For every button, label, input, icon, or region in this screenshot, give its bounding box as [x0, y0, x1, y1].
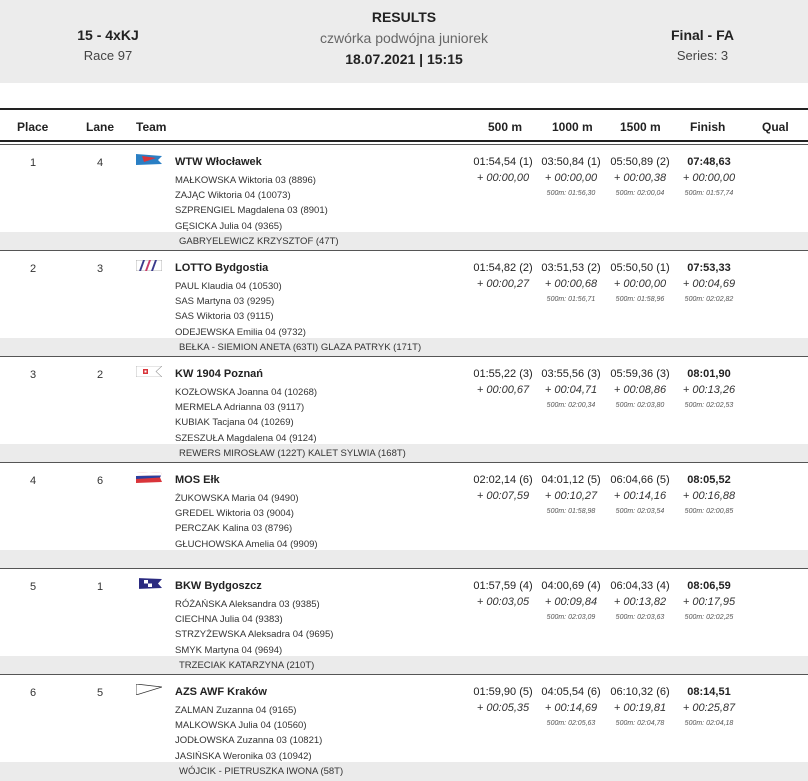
- kw-flag-icon: [136, 364, 162, 375]
- row-divider: [0, 568, 808, 569]
- results-header: [0, 0, 808, 83]
- place: 1: [29, 157, 37, 169]
- split-pace: 500m: 02:00,34: [546, 402, 596, 409]
- coach-bar: [0, 232, 808, 251]
- rower-name: GŁUCHOWSKA Amelia 04 (9909): [175, 538, 318, 550]
- row-divider: [0, 356, 808, 357]
- split-time: 01:59,90 (5): [473, 686, 533, 698]
- coach-name: GABRYELEWICZ KRZYSZTOF (47T): [179, 236, 339, 247]
- split-diff: + 00:14,69: [544, 702, 598, 714]
- split-time: 01:54,82 (2): [473, 262, 533, 274]
- place: 6: [29, 687, 37, 699]
- rower-name: MERMELA Adrianna 03 (9117): [175, 402, 305, 414]
- event-info: [28, 26, 188, 65]
- split-pace: 500m: 02:03,09: [546, 614, 596, 621]
- lane: 1: [96, 581, 104, 593]
- split-pace: 500m: 02:04,78: [615, 720, 665, 727]
- split-time: 05:59,36 (3): [610, 368, 670, 380]
- col-1000m: 1000 m: [552, 120, 593, 134]
- split-pace: 500m: 02:02,25: [684, 614, 734, 621]
- split-diff: + 00:00,00: [544, 172, 598, 184]
- coach-bar: [0, 338, 808, 357]
- split-diff: + 00:25,87: [682, 702, 736, 714]
- rower-name: JASIŃSKA Weronika 03 (10942): [175, 750, 312, 762]
- lane: 2: [96, 369, 104, 381]
- lane: 4: [96, 157, 104, 169]
- split-pace: 500m: 01:58,96: [615, 296, 665, 303]
- split-diff: + 00:10,27: [544, 490, 598, 502]
- split-pace: 500m: 02:03,63: [615, 614, 665, 621]
- place: 2: [29, 263, 37, 275]
- rower-name: KUBIAK Tacjana 04 (10269): [175, 417, 294, 429]
- table-row: [0, 674, 808, 780]
- bkw-flag-icon: [136, 576, 162, 587]
- col-place: Place: [17, 120, 49, 134]
- split-time: 04:05,54 (6): [541, 686, 601, 698]
- split-time: 04:01,12 (5): [541, 474, 601, 486]
- split-pace: 500m: 02:02,82: [684, 296, 734, 303]
- rower-name: SMYK Martyna 04 (9694): [175, 644, 283, 656]
- split-diff: + 00:00,00: [613, 278, 667, 290]
- wtw-flag-icon: [136, 152, 162, 163]
- race-phase: Final - FA: [671, 27, 734, 43]
- split-pace: 500m: 01:56,30: [546, 190, 596, 197]
- mos-flag-icon: [136, 470, 162, 481]
- rower-name: CIECHNA Julia 04 (9383): [175, 614, 283, 626]
- split-time: 07:53,33: [687, 262, 731, 274]
- split-time: 03:51,53 (2): [541, 262, 601, 274]
- rower-list: [175, 385, 317, 446]
- boat-class: czwórka podwójna juniorek: [319, 30, 489, 46]
- lane: 3: [96, 263, 104, 275]
- split-diff: + 00:17,95: [682, 596, 736, 608]
- rower-list: [175, 703, 322, 764]
- split-diff: + 00:00,00: [476, 172, 530, 184]
- split-diff: + 00:09,84: [544, 596, 598, 608]
- split-time: 06:04,33 (4): [610, 580, 670, 592]
- split-diff: + 00:16,88: [682, 490, 736, 502]
- lane: 6: [96, 475, 104, 487]
- rower-name: SZPRENGIEL Magdalena 03 (8901): [175, 205, 328, 217]
- split-pace: 500m: 02:03,54: [615, 508, 665, 515]
- coach-name: BEŁKA - SIEMION ANETA (63TI) GLAZA PATRYK (171T): [179, 342, 422, 353]
- rower-list: [175, 597, 333, 658]
- club-name: KW 1904 Poznań: [175, 368, 264, 380]
- table-row: [0, 356, 808, 462]
- split-diff: + 00:04,71: [544, 384, 598, 396]
- coach-bar: [0, 762, 808, 781]
- split-diff: + 00:14,16: [613, 490, 667, 502]
- split-diff: + 00:00,68: [544, 278, 598, 290]
- split-time: 06:04,66 (5): [610, 474, 670, 486]
- rower-list: [175, 279, 306, 340]
- club-name: AZS AWF Kraków: [175, 686, 267, 698]
- rower-name: ZALMAN Zuzanna 04 (9165): [175, 705, 297, 716]
- split-time: 08:06,59: [687, 580, 731, 592]
- table-row: [0, 568, 808, 674]
- split-time: 01:55,22 (3): [473, 368, 533, 380]
- split-pace: 500m: 02:05,63: [546, 720, 596, 727]
- split-time: 05:50,89 (2): [610, 156, 670, 168]
- split-time: 07:48,63: [687, 156, 731, 168]
- page-title: RESULTS: [371, 9, 437, 25]
- race-datetime: 18.07.2021 | 15:15: [345, 51, 463, 67]
- results-title-block: [254, 8, 554, 68]
- split-time: 01:57,59 (4): [473, 580, 533, 592]
- race-series: Series: 3: [676, 48, 729, 63]
- place: 3: [29, 369, 37, 381]
- race-number: Race 97: [83, 48, 133, 63]
- split-diff: + 00:04,69: [682, 278, 736, 290]
- split-pace: 500m: 01:57,74: [684, 190, 734, 197]
- row-divider: [0, 674, 808, 675]
- split-time: 02:02,14 (6): [473, 474, 533, 486]
- coach-name: REWERS MIROSŁAW (122T) KALET SYLWIA (168T): [179, 448, 406, 459]
- table-row: [0, 250, 808, 356]
- rower-name: MAŁKOWSKA Wiktoria 03 (8896): [175, 175, 316, 186]
- split-time: 03:50,84 (1): [541, 156, 601, 168]
- split-pace: 500m: 02:04,18: [684, 720, 734, 727]
- rower-name: RÓŻAŃSKA Aleksandra 03 (9385): [175, 599, 320, 610]
- split-time: 04:00,69 (4): [541, 580, 601, 592]
- split-pace: 500m: 01:56,71: [546, 296, 596, 303]
- split-diff: + 00:13,82: [613, 596, 667, 608]
- split-time: 08:01,90: [687, 368, 731, 380]
- split-time: 08:14,51: [687, 686, 731, 698]
- azs-flag-icon: [136, 682, 162, 693]
- col-lane: Lane: [86, 120, 115, 134]
- lane: 5: [96, 687, 104, 699]
- row-divider: [0, 250, 808, 251]
- split-time: 01:54,54 (1): [473, 156, 533, 168]
- split-time: 06:10,32 (6): [610, 686, 670, 698]
- split-pace: 500m: 02:02,53: [684, 402, 734, 409]
- event-code: 15 - 4xKJ: [77, 27, 139, 43]
- split-time: 05:50,50 (1): [610, 262, 670, 274]
- rower-name: SAS Martyna 03 (9295): [175, 296, 275, 308]
- split-diff: + 00:13,26: [682, 384, 736, 396]
- split-diff: + 00:19,81: [613, 702, 667, 714]
- rower-name: SZESZUŁA Magdalena 04 (9124): [175, 432, 317, 444]
- split-pace: 500m: 02:03,80: [615, 402, 665, 409]
- club-name: BKW Bydgoszcz: [175, 580, 262, 592]
- col-team: Team: [136, 120, 167, 134]
- rower-name: JODŁOWSKA Zuzanna 03 (10821): [175, 735, 323, 747]
- split-time: 08:05,52: [687, 474, 731, 486]
- rower-name: GREDEL Wiktoria 03 (9004): [175, 508, 294, 520]
- split-diff: + 00:07,59: [476, 490, 530, 502]
- lotto-flag-icon: [136, 258, 162, 269]
- split-diff: + 00:03,05: [476, 596, 530, 608]
- rower-name: SAS Wiktoria 03 (9115): [175, 311, 274, 323]
- rower-name: PERCZAK Kalina 03 (8796): [175, 523, 293, 535]
- rower-name: KOZŁOWSKA Joanna 04 (10268): [175, 387, 318, 398]
- rower-list: [175, 173, 328, 234]
- col-qual: Qual: [762, 120, 789, 134]
- rower-name: ŻUKOWSKA Maria 04 (9490): [175, 493, 299, 504]
- coach-bar: [0, 656, 808, 675]
- table-header: [0, 108, 808, 142]
- rower-name: MALKOWSKA Julia 04 (10560): [175, 720, 307, 732]
- rower-name: PAUL Klaudia 04 (10530): [175, 281, 282, 292]
- rower-list: [175, 491, 318, 552]
- place: 4: [29, 475, 37, 487]
- row-divider: [0, 144, 808, 145]
- phase-info: [610, 26, 795, 65]
- club-name: LOTTO Bydgostia: [175, 262, 269, 274]
- table-row: [0, 462, 808, 568]
- split-diff: + 00:05,35: [476, 702, 530, 714]
- col-finish: Finish: [690, 120, 726, 134]
- rower-name: ZAJĄC Wiktoria 04 (10073): [175, 190, 291, 202]
- split-pace: 500m: 02:00,85: [684, 508, 734, 515]
- coach-bar: [0, 550, 808, 569]
- rower-name: GĘSICKA Julia 04 (9365): [175, 220, 283, 232]
- split-pace: 500m: 02:00,04: [615, 190, 665, 197]
- rower-name: STRZYŻEWSKA Aleksadra 04 (9695): [175, 629, 334, 641]
- row-divider: [0, 462, 808, 463]
- club-name: WTW Włocławek: [175, 156, 262, 168]
- col-1500m: 1500 m: [620, 120, 661, 134]
- coach-name: WÓJCIK - PIETRUSZKA IWONA (58T): [179, 766, 344, 777]
- coach-name: TRZECIAK KATARZYNA (210T): [179, 660, 315, 671]
- coach-bar: [0, 444, 808, 463]
- club-name: MOS Ełk: [175, 474, 220, 486]
- table-row: [0, 144, 808, 250]
- split-diff: + 00:00,00: [682, 172, 736, 184]
- split-diff: + 00:00,67: [476, 384, 530, 396]
- split-time: 03:55,56 (3): [541, 368, 601, 380]
- split-diff: + 00:00,38: [613, 172, 667, 184]
- split-pace: 500m: 01:58,98: [546, 508, 596, 515]
- place: 5: [29, 581, 37, 593]
- col-500m: 500 m: [488, 120, 523, 134]
- split-diff: + 00:08,86: [613, 384, 667, 396]
- rower-name: ODEJEWSKA Emilia 04 (9732): [175, 326, 306, 338]
- split-diff: + 00:00,27: [476, 278, 530, 290]
